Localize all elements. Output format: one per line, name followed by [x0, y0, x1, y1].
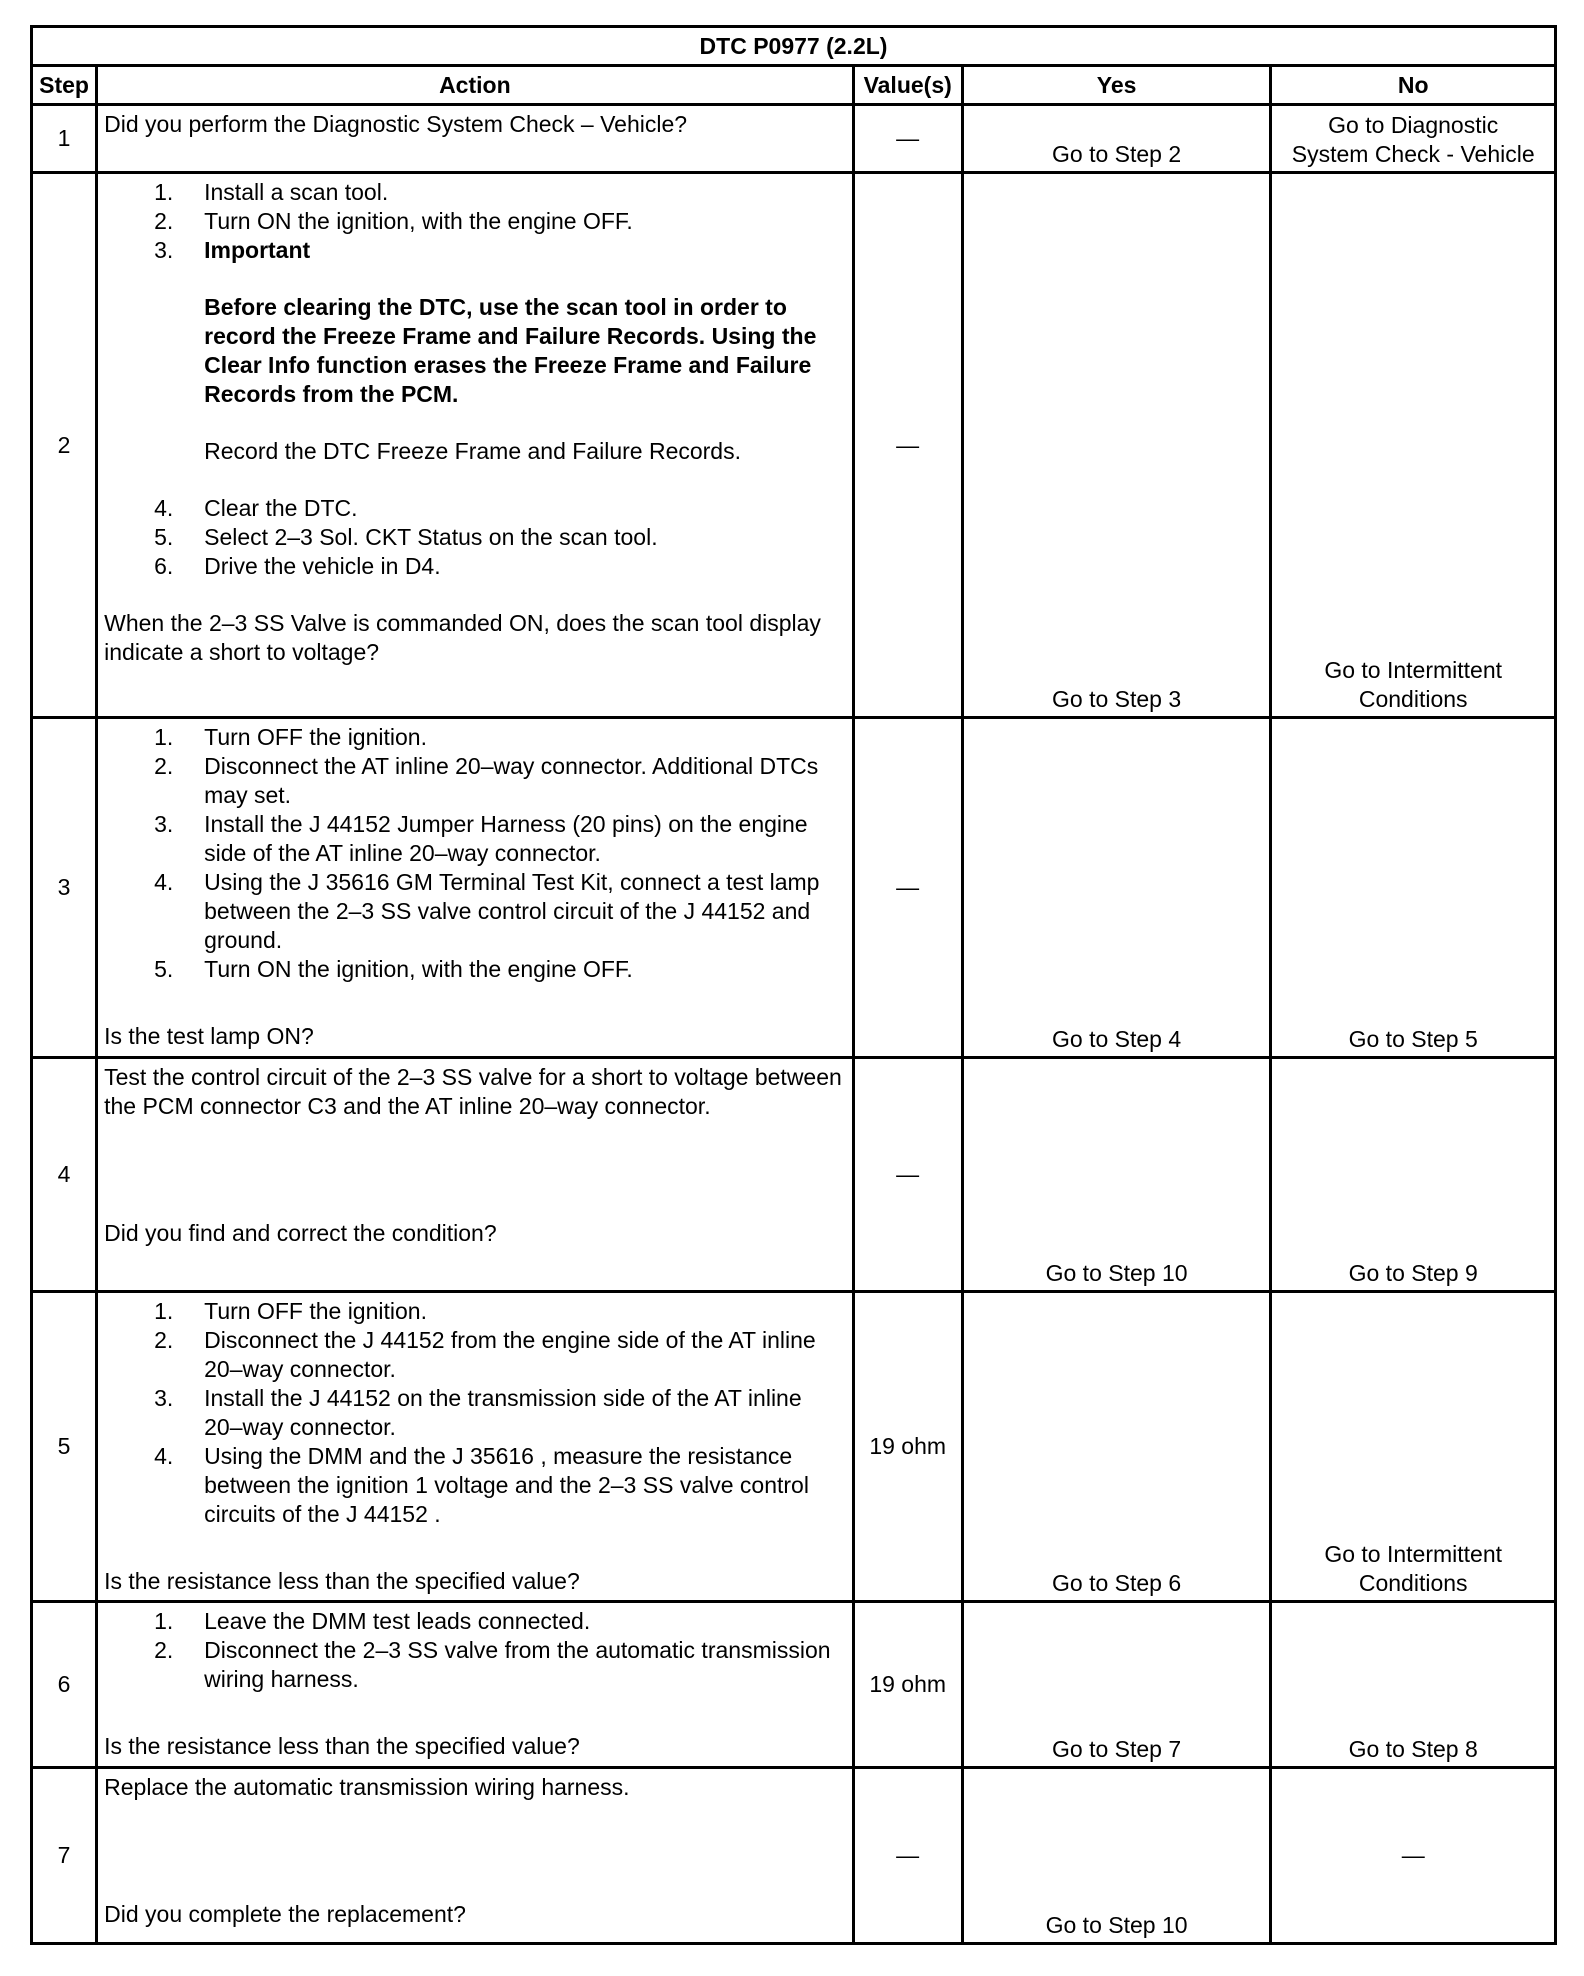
value-cell: — — [853, 718, 962, 1058]
yes-cell: Go to Step 7 — [962, 1602, 1271, 1768]
no-cell: Go to Step 9 — [1271, 1058, 1556, 1292]
action-cell — [97, 1602, 853, 1768]
table-title: DTC P0977 (2.2L) — [32, 27, 1556, 66]
value-cell: — — [853, 1768, 962, 1944]
header-action: Action — [97, 66, 853, 105]
action-cell — [97, 1292, 853, 1602]
dtc-table — [30, 25, 1557, 1945]
list-item: 3. Important Before clearing the DTC, use the scan tool in order to record the Freeze Frame and Failure Records. Using the Clear Info function erases the Freeze Frame and Failure Records from the PCM. Record the DTC Freeze Frame and Failure Records. — [104, 236, 845, 466]
list-item: 4. Using the J 35616 GM Terminal Test Kit, connect a test lamp between the 2–3 SS valve control circuit of the J 44152 and ground. — [154, 869, 820, 953]
question-text: Is the test lamp ON? — [104, 1023, 314, 1049]
header-step: Step — [32, 66, 97, 105]
list-item: 1. Turn OFF the ignition. — [154, 1298, 427, 1324]
action-list — [104, 178, 845, 581]
table-row-step-1 — [32, 105, 1556, 173]
list-item: 2. Turn ON the ignition, with the engine OFF. — [154, 208, 633, 234]
question-text: Is the resistance less than the specified value? — [104, 1568, 580, 1594]
no-cell — [1271, 173, 1556, 718]
question-text: Did you find and correct the condition? — [104, 1220, 497, 1246]
action-text: Replace the automatic transmission wiring harness. — [104, 1774, 630, 1800]
list-item: 1. Turn OFF the ignition. — [154, 724, 427, 750]
step-number: 4 — [32, 1058, 97, 1292]
title-row — [32, 27, 1556, 66]
yes-cell: Go to Step 4 — [962, 718, 1271, 1058]
list-item: 6. Drive the vehicle in D4. — [154, 553, 441, 579]
no-line-1: Go to Intermittent — [1324, 657, 1503, 683]
value-cell: 19 ohm — [853, 1292, 962, 1602]
list-item: 3. Install the J 44152 on the transmission side of the AT inline 20–way connector. — [154, 1385, 802, 1440]
step-number: 5 — [32, 1292, 97, 1602]
header-values: Value(s) — [853, 66, 962, 105]
step-number: 2 — [32, 173, 97, 718]
action-list — [104, 1607, 845, 1694]
step-number: 7 — [32, 1768, 97, 1944]
list-item: 3. Install the J 44152 Jumper Harness (20 pins) on the engine side of the AT inline 20–way connector. — [154, 811, 808, 866]
list-item: 5. Turn ON the ignition, with the engine OFF. — [154, 956, 633, 982]
list-item: 1. Leave the DMM test leads connected. — [154, 1608, 591, 1634]
header-no: No — [1271, 66, 1556, 105]
step-number: 1 — [32, 105, 97, 173]
action-cell — [97, 1768, 853, 1944]
no-cell: Go to Step 5 — [1271, 718, 1556, 1058]
step-number: 3 — [32, 718, 97, 1058]
no-line-1: Go to Diagnostic — [1328, 112, 1499, 138]
list-item: 2. Disconnect the J 44152 from the engine side of the AT inline 20–way connector. — [154, 1327, 816, 1382]
question-text: Is the resistance less than the specified value? — [104, 1733, 580, 1759]
table-row-step-7 — [32, 1768, 1556, 1944]
action-text: Did you perform the Diagnostic System Check – Vehicle? — [104, 111, 688, 137]
action-cell — [97, 173, 853, 718]
table-row-step-2 — [32, 173, 1556, 718]
list-item: 2. Disconnect the AT inline 20–way connector. Additional DTCs may set. — [154, 753, 819, 808]
value-cell: — — [853, 105, 962, 173]
step-number: 6 — [32, 1602, 97, 1768]
no-line-2: Conditions — [1358, 1570, 1468, 1596]
value-cell: 19 ohm — [853, 1602, 962, 1768]
no-line-2: Conditions — [1358, 686, 1468, 712]
table-row-step-6 — [32, 1602, 1556, 1768]
action-list — [104, 723, 845, 984]
action-cell — [97, 718, 853, 1058]
no-cell — [1271, 105, 1556, 173]
yes-cell: Go to Step 3 — [962, 173, 1271, 718]
no-cell: — — [1271, 1768, 1556, 1944]
list-item: 5. Select 2–3 Sol. CKT Status on the scan tool. — [154, 524, 658, 550]
header-yes: Yes — [962, 66, 1271, 105]
no-cell — [1271, 1292, 1556, 1602]
important-note: Before clearing the DTC, use the scan tool in order to record the Freeze Frame and Failure Records. Using the Clear Info function erases the Freeze Frame and Failure Records from the PCM. — [204, 294, 817, 407]
action-text: Test the control circuit of the 2–3 SS valve for a short to voltage between the PCM connector C3 and the AT inline 20–way connector. — [104, 1064, 842, 1119]
value-cell: — — [853, 1058, 962, 1292]
list-item: 1. Install a scan tool. — [154, 179, 389, 205]
yes-cell: Go to Step 10 — [962, 1058, 1271, 1292]
table-row-step-5 — [32, 1292, 1556, 1602]
question-text: When the 2–3 SS Valve is commanded ON, does the scan tool display indicate a short to voltage? — [104, 610, 821, 665]
list-item: 4. Clear the DTC. — [154, 495, 358, 521]
record-instruction: Record the DTC Freeze Frame and Failure Records. — [204, 438, 741, 464]
table-row-step-4 — [32, 1058, 1556, 1292]
important-label: Important — [204, 237, 311, 263]
no-cell: Go to Step 8 — [1271, 1602, 1556, 1768]
yes-cell: Go to Step 6 — [962, 1292, 1271, 1602]
header-row — [32, 66, 1556, 105]
action-cell — [97, 105, 853, 173]
table-row-step-3 — [32, 718, 1556, 1058]
no-line-2: System Check - Vehicle — [1291, 141, 1535, 167]
no-line-1: Go to Intermittent — [1324, 1541, 1503, 1567]
yes-cell: Go to Step 2 — [962, 105, 1271, 173]
yes-cell: Go to Step 10 — [962, 1768, 1271, 1944]
action-list — [104, 1297, 845, 1529]
value-cell: — — [853, 173, 962, 718]
list-item: 2. Disconnect the 2–3 SS valve from the automatic transmission wiring harness. — [154, 1637, 831, 1692]
list-item: 4. Using the DMM and the J 35616 , measure the resistance between the ignition 1 voltage and the 2–3 SS valve control circuits of the J 44152 . — [154, 1443, 809, 1527]
question-text: Did you complete the replacement? — [104, 1901, 466, 1927]
action-cell — [97, 1058, 853, 1292]
